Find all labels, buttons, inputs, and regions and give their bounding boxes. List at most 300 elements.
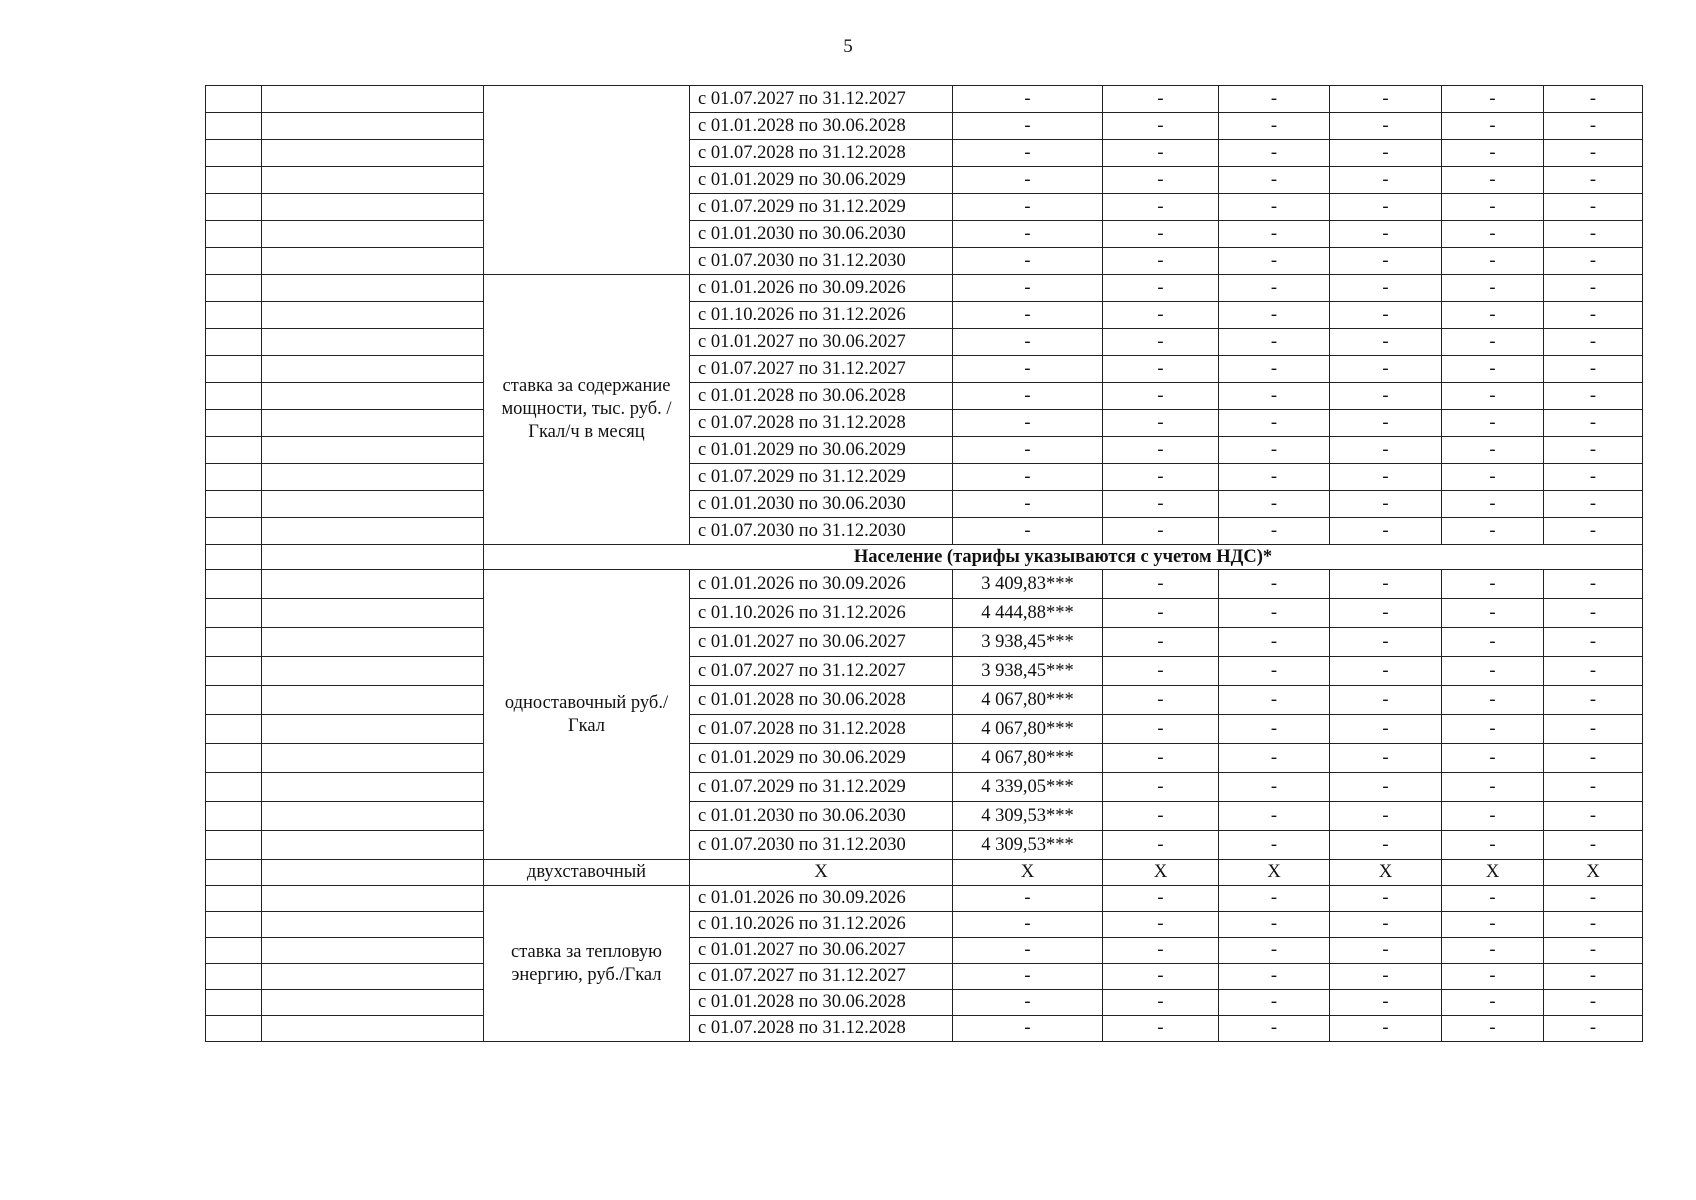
value-cell: - bbox=[1219, 383, 1330, 410]
value-cell: - bbox=[1330, 518, 1442, 545]
value-cell: - bbox=[1103, 437, 1219, 464]
value-cell: - bbox=[1330, 938, 1442, 964]
period-cell: с 01.01.2029 по 30.06.2029 bbox=[690, 437, 953, 464]
period-cell: с 01.01.2029 по 30.06.2029 bbox=[690, 167, 953, 194]
value-cell: - bbox=[1442, 140, 1544, 167]
blank-cell bbox=[262, 912, 484, 938]
value-cell: - bbox=[1544, 599, 1643, 628]
value-cell: - bbox=[1544, 275, 1643, 302]
blank-cell bbox=[262, 248, 484, 275]
blank-cell bbox=[206, 329, 262, 356]
blank-cell bbox=[206, 802, 262, 831]
value-cell: - bbox=[1103, 831, 1219, 860]
tariff-table bbox=[205, 85, 1643, 1042]
value-cell: - bbox=[1219, 686, 1330, 715]
period-cell: с 01.01.2026 по 30.09.2026 bbox=[690, 570, 953, 599]
period-cell: с 01.10.2026 по 31.12.2026 bbox=[690, 302, 953, 329]
period-cell: с 01.07.2027 по 31.12.2027 bbox=[690, 657, 953, 686]
blank-cell bbox=[262, 437, 484, 464]
tariff-table-body bbox=[206, 86, 1643, 1042]
value-cell: - bbox=[953, 167, 1103, 194]
value-cell: - bbox=[1219, 329, 1330, 356]
value-cell: - bbox=[1442, 686, 1544, 715]
value-cell: - bbox=[1219, 715, 1330, 744]
value-cell: - bbox=[1103, 912, 1219, 938]
table-row bbox=[206, 831, 1643, 860]
value-cell: - bbox=[1544, 715, 1643, 744]
period-cell: с 01.07.2028 по 31.12.2028 bbox=[690, 140, 953, 167]
table-row bbox=[206, 886, 1643, 912]
table-row bbox=[206, 802, 1643, 831]
value-cell: - bbox=[1442, 329, 1544, 356]
value-cell: - bbox=[953, 248, 1103, 275]
period-cell: с 01.01.2027 по 30.06.2027 bbox=[690, 938, 953, 964]
value-cell: - bbox=[1103, 329, 1219, 356]
blank-cell bbox=[206, 886, 262, 912]
value-cell: - bbox=[1219, 628, 1330, 657]
value-cell: - bbox=[1219, 518, 1330, 545]
value-cell: - bbox=[1544, 773, 1643, 802]
value-cell: - bbox=[1103, 628, 1219, 657]
value-cell: - bbox=[1103, 410, 1219, 437]
value-cell: - bbox=[1219, 248, 1330, 275]
value-cell: - bbox=[1442, 912, 1544, 938]
value-cell: - bbox=[1219, 744, 1330, 773]
period-cell: с 01.01.2027 по 30.06.2027 bbox=[690, 329, 953, 356]
value-cell: - bbox=[1219, 167, 1330, 194]
value-cell: - bbox=[1442, 599, 1544, 628]
value-cell: - bbox=[1103, 356, 1219, 383]
value-cell: - bbox=[1330, 491, 1442, 518]
blank-cell bbox=[262, 964, 484, 990]
section-header-row bbox=[206, 545, 1643, 570]
value-cell: - bbox=[1103, 464, 1219, 491]
value-cell: - bbox=[1442, 194, 1544, 221]
table-row bbox=[206, 437, 1643, 464]
value-cell: - bbox=[953, 410, 1103, 437]
value-cell: - bbox=[953, 1016, 1103, 1042]
value-cell: - bbox=[1330, 628, 1442, 657]
table-row bbox=[206, 248, 1643, 275]
blank-cell bbox=[262, 491, 484, 518]
value-cell: - bbox=[1103, 221, 1219, 248]
blank-cell bbox=[206, 545, 262, 570]
rate-type-label: одноставочный руб./Гкал bbox=[484, 570, 690, 860]
value-cell: - bbox=[1330, 248, 1442, 275]
value-cell: - bbox=[1219, 964, 1330, 990]
value-cell: - bbox=[1544, 437, 1643, 464]
value-cell: - bbox=[953, 275, 1103, 302]
value-cell: - bbox=[1219, 86, 1330, 113]
value-cell: X bbox=[1103, 860, 1219, 886]
blank-cell bbox=[206, 275, 262, 302]
value-cell: - bbox=[1219, 938, 1330, 964]
blank-cell bbox=[206, 773, 262, 802]
value-cell: - bbox=[1544, 383, 1643, 410]
period-cell: с 01.10.2026 по 31.12.2026 bbox=[690, 599, 953, 628]
blank-cell bbox=[262, 545, 484, 570]
value-cell: - bbox=[1544, 86, 1643, 113]
blank-cell bbox=[206, 113, 262, 140]
value-cell: - bbox=[1544, 686, 1643, 715]
period-cell: с 01.01.2026 по 30.09.2026 bbox=[690, 886, 953, 912]
value-cell: - bbox=[1330, 1016, 1442, 1042]
value-cell: - bbox=[953, 356, 1103, 383]
value-cell: - bbox=[953, 938, 1103, 964]
blank-cell bbox=[206, 744, 262, 773]
period-cell: с 01.01.2030 по 30.06.2030 bbox=[690, 221, 953, 248]
table-row bbox=[206, 715, 1643, 744]
value-cell: - bbox=[1330, 383, 1442, 410]
value-cell: - bbox=[953, 329, 1103, 356]
value-cell: - bbox=[1103, 1016, 1219, 1042]
value-cell: X bbox=[1330, 860, 1442, 886]
value-cell: - bbox=[1442, 491, 1544, 518]
value-cell: - bbox=[1103, 773, 1219, 802]
value-cell: - bbox=[1103, 518, 1219, 545]
value-cell: - bbox=[1219, 599, 1330, 628]
value-cell: - bbox=[953, 383, 1103, 410]
value-cell: - bbox=[1219, 657, 1330, 686]
blank-cell bbox=[206, 194, 262, 221]
value-cell: X bbox=[953, 860, 1103, 886]
value-cell: - bbox=[1103, 275, 1219, 302]
blank-cell bbox=[262, 383, 484, 410]
blank-cell bbox=[206, 831, 262, 860]
value-cell: - bbox=[1544, 302, 1643, 329]
blank-cell bbox=[262, 715, 484, 744]
table-row bbox=[206, 464, 1643, 491]
value-cell: - bbox=[1442, 938, 1544, 964]
value-cell: - bbox=[1103, 686, 1219, 715]
period-cell: с 01.07.2030 по 31.12.2030 bbox=[690, 248, 953, 275]
value-cell: - bbox=[953, 518, 1103, 545]
period-cell: с 01.01.2030 по 30.06.2030 bbox=[690, 491, 953, 518]
rate-type-label: двухставочный bbox=[484, 860, 690, 886]
value-cell: - bbox=[1219, 570, 1330, 599]
value-cell: - bbox=[1103, 938, 1219, 964]
value-cell: 4 444,88*** bbox=[953, 599, 1103, 628]
blank-cell bbox=[262, 831, 484, 860]
period-cell: с 01.01.2029 по 30.06.2029 bbox=[690, 744, 953, 773]
value-cell: - bbox=[1544, 140, 1643, 167]
blank-cell bbox=[262, 464, 484, 491]
value-cell: - bbox=[1103, 886, 1219, 912]
blank-cell bbox=[262, 329, 484, 356]
value-cell: - bbox=[1103, 113, 1219, 140]
value-cell: - bbox=[1219, 221, 1330, 248]
table-row bbox=[206, 140, 1643, 167]
table-row bbox=[206, 657, 1643, 686]
value-cell: - bbox=[1219, 802, 1330, 831]
table-row bbox=[206, 167, 1643, 194]
blank-cell bbox=[206, 383, 262, 410]
blank-cell bbox=[262, 860, 484, 886]
value-cell: - bbox=[1442, 715, 1544, 744]
blank-cell bbox=[206, 464, 262, 491]
value-cell: 4 067,80*** bbox=[953, 744, 1103, 773]
blank-cell bbox=[206, 657, 262, 686]
value-cell: - bbox=[1219, 356, 1330, 383]
value-cell: - bbox=[1442, 437, 1544, 464]
value-cell: - bbox=[953, 437, 1103, 464]
value-cell: - bbox=[1544, 657, 1643, 686]
blank-cell bbox=[262, 356, 484, 383]
blank-cell bbox=[262, 275, 484, 302]
table-row bbox=[206, 194, 1643, 221]
value-cell: - bbox=[1544, 491, 1643, 518]
table-row bbox=[206, 990, 1643, 1016]
blank-cell bbox=[262, 773, 484, 802]
value-cell: - bbox=[1219, 773, 1330, 802]
table-row bbox=[206, 221, 1643, 248]
blank-cell bbox=[206, 964, 262, 990]
value-cell: - bbox=[1442, 275, 1544, 302]
value-cell: - bbox=[1219, 491, 1330, 518]
value-cell: - bbox=[1442, 570, 1544, 599]
value-cell: - bbox=[1544, 410, 1643, 437]
value-cell: - bbox=[953, 140, 1103, 167]
period-cell: с 01.07.2028 по 31.12.2028 bbox=[690, 410, 953, 437]
table-row bbox=[206, 302, 1643, 329]
blank-cell bbox=[206, 715, 262, 744]
value-cell: - bbox=[1330, 686, 1442, 715]
value-cell: - bbox=[1442, 383, 1544, 410]
period-cell: с 01.07.2029 по 31.12.2029 bbox=[690, 773, 953, 802]
blank-cell bbox=[206, 912, 262, 938]
period-cell: с 01.07.2027 по 31.12.2027 bbox=[690, 356, 953, 383]
period-cell: с 01.01.2028 по 30.06.2028 bbox=[690, 990, 953, 1016]
value-cell: - bbox=[1330, 912, 1442, 938]
value-cell: - bbox=[1103, 140, 1219, 167]
value-cell: - bbox=[1442, 248, 1544, 275]
period-cell: с 01.01.2028 по 30.06.2028 bbox=[690, 686, 953, 715]
value-cell: - bbox=[1442, 518, 1544, 545]
table-row bbox=[206, 686, 1643, 715]
table-row bbox=[206, 329, 1643, 356]
value-cell: - bbox=[1442, 744, 1544, 773]
value-cell: - bbox=[1442, 628, 1544, 657]
table-row bbox=[206, 1016, 1643, 1042]
blank-cell bbox=[206, 410, 262, 437]
blank-cell bbox=[206, 990, 262, 1016]
value-cell: - bbox=[1330, 570, 1442, 599]
table-row bbox=[206, 938, 1643, 964]
value-cell: - bbox=[953, 194, 1103, 221]
period-cell: с 01.01.2026 по 30.09.2026 bbox=[690, 275, 953, 302]
value-cell: - bbox=[1544, 886, 1643, 912]
period-cell: с 01.10.2026 по 31.12.2026 bbox=[690, 912, 953, 938]
blank-cell bbox=[262, 221, 484, 248]
value-cell: - bbox=[1219, 113, 1330, 140]
table-row bbox=[206, 599, 1643, 628]
value-cell: - bbox=[1330, 657, 1442, 686]
value-cell: - bbox=[1103, 657, 1219, 686]
value-cell: 3 938,45*** bbox=[953, 657, 1103, 686]
period-cell: с 01.07.2028 по 31.12.2028 bbox=[690, 1016, 953, 1042]
blank-cell bbox=[262, 1016, 484, 1042]
period-cell: с 01.07.2029 по 31.12.2029 bbox=[690, 194, 953, 221]
blank-cell bbox=[206, 167, 262, 194]
value-cell: - bbox=[1219, 990, 1330, 1016]
value-cell: - bbox=[1442, 990, 1544, 1016]
period-cell: с 01.07.2027 по 31.12.2027 bbox=[690, 86, 953, 113]
value-cell: 4 339,05*** bbox=[953, 773, 1103, 802]
blank-cell bbox=[262, 194, 484, 221]
table-row bbox=[206, 383, 1643, 410]
value-cell: - bbox=[1330, 221, 1442, 248]
period-cell: с 01.07.2028 по 31.12.2028 bbox=[690, 715, 953, 744]
value-cell: - bbox=[1219, 831, 1330, 860]
value-cell: - bbox=[1544, 329, 1643, 356]
value-cell: - bbox=[1544, 802, 1643, 831]
value-cell: - bbox=[1330, 113, 1442, 140]
value-cell: - bbox=[1330, 302, 1442, 329]
value-cell: - bbox=[1544, 990, 1643, 1016]
value-cell: - bbox=[1219, 140, 1330, 167]
value-cell: - bbox=[1330, 773, 1442, 802]
table-row bbox=[206, 518, 1643, 545]
value-cell: - bbox=[953, 221, 1103, 248]
value-cell: - bbox=[953, 86, 1103, 113]
value-cell: - bbox=[1103, 86, 1219, 113]
value-cell: - bbox=[1442, 802, 1544, 831]
blank-cell bbox=[206, 860, 262, 886]
table-row bbox=[206, 860, 1643, 886]
value-cell: - bbox=[1544, 628, 1643, 657]
blank-cell bbox=[206, 248, 262, 275]
value-cell: - bbox=[1330, 356, 1442, 383]
value-cell: - bbox=[1442, 86, 1544, 113]
value-cell: - bbox=[953, 491, 1103, 518]
blank-cell bbox=[206, 686, 262, 715]
value-cell: 4 309,53*** bbox=[953, 831, 1103, 860]
value-cell: - bbox=[1103, 248, 1219, 275]
value-cell: - bbox=[1219, 194, 1330, 221]
value-cell: - bbox=[1330, 167, 1442, 194]
value-cell: - bbox=[1544, 113, 1643, 140]
blank-cell bbox=[262, 410, 484, 437]
rate-type-cell bbox=[484, 86, 690, 275]
value-cell: - bbox=[1103, 302, 1219, 329]
blank-cell bbox=[206, 140, 262, 167]
value-cell: - bbox=[953, 886, 1103, 912]
value-cell: - bbox=[1442, 773, 1544, 802]
value-cell: - bbox=[1103, 990, 1219, 1016]
value-cell: - bbox=[1330, 464, 1442, 491]
value-cell: - bbox=[1442, 113, 1544, 140]
table-row bbox=[206, 570, 1643, 599]
blank-cell bbox=[262, 886, 484, 912]
value-cell: - bbox=[1442, 831, 1544, 860]
value-cell: 3 409,83*** bbox=[953, 570, 1103, 599]
blank-cell bbox=[262, 802, 484, 831]
value-cell: - bbox=[1544, 194, 1643, 221]
value-cell: X bbox=[1442, 860, 1544, 886]
blank-cell bbox=[262, 113, 484, 140]
blank-cell bbox=[262, 657, 484, 686]
value-cell: - bbox=[1103, 964, 1219, 990]
table-row bbox=[206, 86, 1643, 113]
value-cell: - bbox=[1330, 86, 1442, 113]
table-row bbox=[206, 964, 1643, 990]
value-cell: - bbox=[1330, 410, 1442, 437]
blank-cell bbox=[206, 302, 262, 329]
value-cell: - bbox=[1544, 518, 1643, 545]
value-cell: - bbox=[1103, 167, 1219, 194]
value-cell: - bbox=[1442, 464, 1544, 491]
blank-cell bbox=[206, 491, 262, 518]
blank-cell bbox=[206, 518, 262, 545]
rate-type-label: ставка за содержание мощности, тыс. руб. /Гкал/ч в месяц bbox=[484, 275, 690, 545]
value-cell: - bbox=[1103, 383, 1219, 410]
value-cell: - bbox=[1544, 167, 1643, 194]
blank-cell bbox=[206, 628, 262, 657]
value-cell: - bbox=[1442, 221, 1544, 248]
value-cell: - bbox=[1219, 912, 1330, 938]
period-cell: с 01.01.2028 по 30.06.2028 bbox=[690, 383, 953, 410]
value-cell: - bbox=[1544, 912, 1643, 938]
value-cell: - bbox=[1544, 1016, 1643, 1042]
value-cell: - bbox=[953, 990, 1103, 1016]
blank-cell bbox=[262, 686, 484, 715]
value-cell: - bbox=[1330, 802, 1442, 831]
value-cell: - bbox=[1442, 964, 1544, 990]
value-cell: - bbox=[1219, 1016, 1330, 1042]
value-cell: - bbox=[1330, 990, 1442, 1016]
blank-cell bbox=[206, 356, 262, 383]
value-cell: - bbox=[1544, 938, 1643, 964]
value-cell: X bbox=[1544, 860, 1643, 886]
value-cell: - bbox=[1544, 356, 1643, 383]
value-cell: X bbox=[690, 860, 953, 886]
blank-cell bbox=[262, 599, 484, 628]
value-cell: 4 309,53*** bbox=[953, 802, 1103, 831]
blank-cell bbox=[262, 938, 484, 964]
table-row bbox=[206, 275, 1643, 302]
value-cell: - bbox=[1103, 491, 1219, 518]
value-cell: - bbox=[1330, 715, 1442, 744]
value-cell: - bbox=[1442, 167, 1544, 194]
blank-cell bbox=[206, 86, 262, 113]
blank-cell bbox=[262, 628, 484, 657]
value-cell: - bbox=[1544, 744, 1643, 773]
value-cell: - bbox=[1330, 275, 1442, 302]
value-cell: - bbox=[1544, 831, 1643, 860]
blank-cell bbox=[206, 570, 262, 599]
blank-cell bbox=[262, 744, 484, 773]
blank-cell bbox=[262, 302, 484, 329]
value-cell: - bbox=[1219, 886, 1330, 912]
value-cell: - bbox=[953, 113, 1103, 140]
value-cell: - bbox=[1103, 744, 1219, 773]
page-number: 5 bbox=[843, 36, 853, 57]
table-row bbox=[206, 628, 1643, 657]
value-cell: - bbox=[1442, 1016, 1544, 1042]
value-cell: - bbox=[1219, 302, 1330, 329]
table-row bbox=[206, 410, 1643, 437]
value-cell: - bbox=[1330, 744, 1442, 773]
value-cell: - bbox=[953, 912, 1103, 938]
table-row bbox=[206, 912, 1643, 938]
blank-cell bbox=[206, 1016, 262, 1042]
blank-cell bbox=[206, 221, 262, 248]
value-cell: - bbox=[1103, 802, 1219, 831]
value-cell: X bbox=[1219, 860, 1330, 886]
value-cell: - bbox=[1442, 657, 1544, 686]
value-cell: - bbox=[1544, 221, 1643, 248]
table-row bbox=[206, 113, 1643, 140]
